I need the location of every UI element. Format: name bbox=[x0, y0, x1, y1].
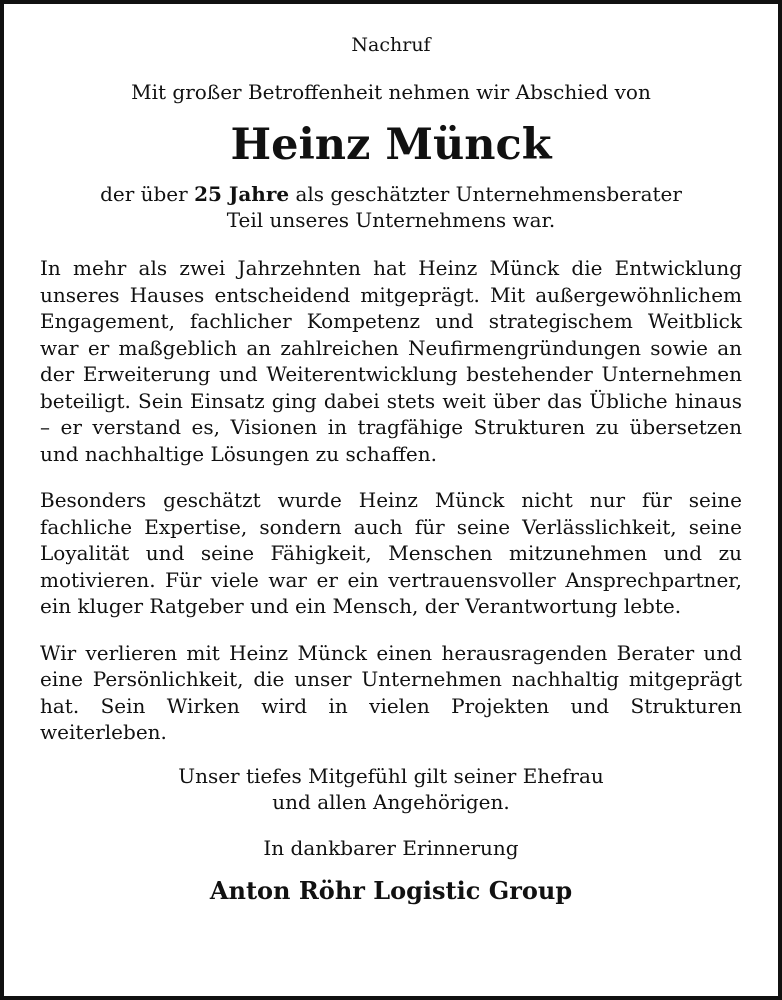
condolence-statement bbox=[40, 763, 742, 816]
company-signature: Anton Röhr Logistic Group bbox=[209, 875, 573, 905]
tenure-statement bbox=[40, 181, 742, 233]
tenure-text-after: als geschätzter Unternehmensberater bbox=[289, 182, 682, 206]
tenure-text-line2: Teil unseres Unternehmens war. bbox=[226, 208, 556, 232]
tenure-text-before: der über bbox=[100, 182, 195, 206]
body-paragraph-1: In mehr als zwei Jahrzehnten hat Heinz Münck die Entwicklung unseres Hauses entscheidend mitgeprägt. Mit außergewöhnlichem Engagement, fachlicher Kompetenz und strategischem Weitblick war er maßgeblich an zahlreichen Neufirmengründungen sowie an der Erweiterung und Weiterentwicklung bestehender Unternehmen beteiligt. Sein Einsatz ging dabei stets weit über das Übliche hinaus – er verstand es, Visionen in tragfähige Strukturen zu übersetzen und nachhaltige Lösungen zu schaffen. bbox=[40, 256, 742, 466]
notice-lead: Mit großer Betroffenheit nehmen wir Abschied von bbox=[131, 80, 651, 104]
tenure-years: 25 Jahre bbox=[194, 182, 290, 206]
notice-heading: Nachruf bbox=[351, 34, 431, 56]
body-paragraph-2: Besonders geschätzt wurde Heinz Münck nicht nur für seine fachliche Expertise, sondern auch für seine Verlässlichkeit, seine Loyalität und seine Fähigkeit, Menschen mitzunehmen und zu motivieren. Für viele war er ein vertrauensvoller Ansprechpartner, ein kluger Ratgeber und ein Mensch, der Verantwortung lebte. bbox=[40, 488, 742, 618]
body-paragraph-3: Wir verlieren mit Heinz Münck einen herausragenden Berater und eine Persönlichkeit, die unser Unternehmen nachhaltig mitgeprägt hat. Sein Wirken wird in vielen Projekten und Strukturen weiterleben. bbox=[40, 640, 742, 744]
deceased-name: Heinz Münck bbox=[230, 120, 552, 170]
remembrance-line: In dankbarer Erinnerung bbox=[263, 835, 519, 860]
obituary-notice bbox=[40, 33, 742, 906]
condolence-line-2: und allen Angehörigen. bbox=[272, 790, 510, 814]
condolence-line-1: Unser tiefes Mitgefühl gilt seiner Ehefrau bbox=[178, 763, 604, 788]
